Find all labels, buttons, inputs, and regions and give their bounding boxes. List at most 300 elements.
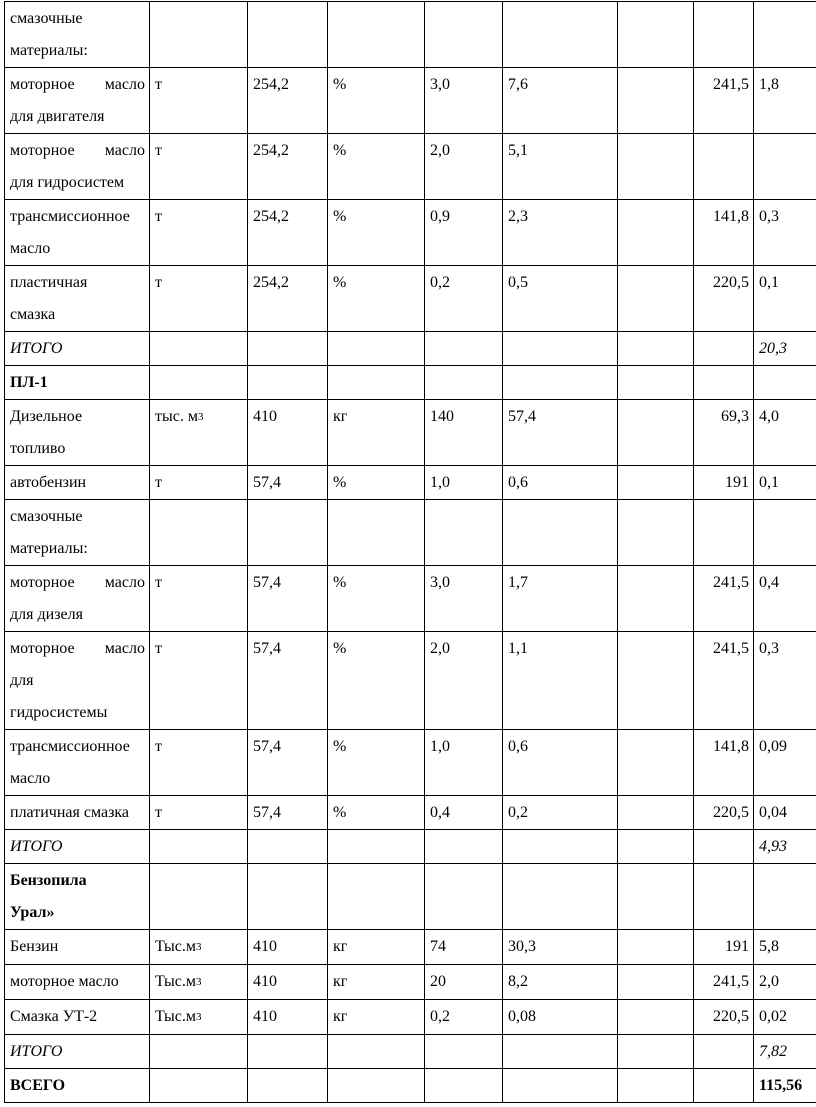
cell-item-name [5,2,150,68]
table-row [5,864,816,930]
cell-unit [150,864,248,930]
cell-price-blank [618,366,694,400]
cell-price-blank [618,400,694,466]
cell-item-name [5,332,150,366]
cell-item-name [5,500,150,566]
table-row [5,500,816,566]
cell-text-line: смазочные [10,10,83,27]
cell-price [694,200,754,266]
cell-norm-unit [328,400,425,466]
cell-unit [150,68,248,134]
cell-norm [425,796,503,830]
cell-amount [503,68,618,134]
table-row [5,332,816,366]
cell-item-name [5,68,150,134]
cell-text: т [155,804,162,821]
cell-price [694,466,754,500]
cell-text: % [333,640,347,657]
cell-unit [150,366,248,400]
cell-text-line: масло [10,240,51,257]
cell-cost [754,200,816,266]
cell-amount [503,796,618,830]
unit-superscript: 3 [197,411,204,423]
cell-cost [754,68,816,134]
cell-cost [754,796,816,830]
cell-amount [503,366,618,400]
cell-text: 220,5 [713,1008,749,1025]
cell-text: платичная смазка [10,804,130,821]
cell-text: 57,4 [253,474,281,491]
cell-text: 0,1 [759,274,779,291]
cell-price-blank [618,466,694,500]
cell-text: 5,8 [759,938,779,955]
cell-quantity [248,864,328,930]
cell-text: 57,4 [253,804,281,821]
cell-text: 220,5 [713,804,749,821]
table-row [5,200,816,266]
cell-item-name [5,1000,150,1035]
cell-cost [754,466,816,500]
cell-price-blank [618,266,694,332]
table-row [5,266,816,332]
cell-price [694,566,754,632]
cell-text: кг [333,938,348,955]
cell-price [694,332,754,366]
cell-norm-unit [328,68,425,134]
cell-unit [150,500,248,566]
cell-text-line: моторное масло [10,640,145,657]
cell-text: Бензин [10,938,59,955]
cell-norm [425,730,503,796]
cell-text: 0,04 [759,804,787,821]
cell-text: 20,3 [759,340,787,357]
cell-text: 57,4 [253,738,281,755]
cell-text: 5,1 [508,142,528,159]
cell-quantity [248,500,328,566]
cell-norm [425,134,503,200]
cell-text: 1,0 [430,738,450,755]
cell-unit [150,400,248,466]
cell-text: 7,82 [759,1043,787,1060]
cell-text-line: смазочные [10,508,83,525]
cell-text: ИТОГО [10,1043,63,1060]
cell-item-name [5,930,150,965]
cell-item-name [5,1035,150,1069]
cell-text-line: для гидросистем [10,174,125,191]
cell-item-name [5,266,150,332]
cell-norm-unit [328,2,425,68]
cell-norm-unit [328,796,425,830]
cell-text-line: трансмиссионное [10,738,130,755]
cell-text: ПЛ-1 [10,374,48,391]
cell-norm-unit [328,134,425,200]
cell-price-blank [618,965,694,1000]
cell-text: 254,2 [253,274,289,291]
cell-amount [503,500,618,566]
cell-price [694,366,754,400]
cell-price [694,68,754,134]
cell-item-name [5,466,150,500]
cell-text: 254,2 [253,142,289,159]
cell-text: % [333,738,347,755]
cell-text: 0,4 [759,574,779,591]
cell-price-blank [618,1069,694,1103]
cell-text: кг [333,973,348,990]
cell-unit [150,332,248,366]
cell-quantity [248,566,328,632]
cell-text: Тыс.м [155,973,196,990]
cell-norm [425,500,503,566]
cell-norm-unit [328,366,425,400]
table-row [5,930,816,965]
cell-price-blank [618,68,694,134]
cell-text: 410 [253,938,277,955]
cell-text: 410 [253,408,277,425]
cell-unit [150,2,248,68]
cell-text-line: масло [10,770,51,787]
cell-price-blank [618,930,694,965]
cell-cost [754,830,816,864]
cell-amount [503,466,618,500]
cell-norm-unit [328,632,425,730]
cell-amount [503,965,618,1000]
cell-norm [425,632,503,730]
cell-text: 0,6 [508,474,528,491]
cell-text: 57,4 [508,408,536,425]
cell-quantity [248,134,328,200]
cell-item-name [5,632,150,730]
cell-item-name [5,366,150,400]
cell-quantity [248,730,328,796]
cell-norm [425,332,503,366]
unit-superscript: 3 [195,941,202,953]
table-row [5,632,816,730]
cell-amount [503,332,618,366]
cell-price-blank [618,1035,694,1069]
cell-price-blank [618,200,694,266]
cell-cost [754,930,816,965]
cell-text: 241,5 [713,76,749,93]
cell-price [694,1069,754,1103]
cell-quantity [248,366,328,400]
cell-norm [425,266,503,332]
cell-quantity [248,930,328,965]
cell-price [694,400,754,466]
cell-cost [754,266,816,332]
cell-price-blank [618,566,694,632]
table-body [5,2,816,1103]
cell-norm-unit [328,266,425,332]
cell-amount [503,566,618,632]
cell-text: ВСЕГО [10,1077,66,1094]
cell-norm [425,566,503,632]
cell-text: 3,0 [430,76,450,93]
cell-amount [503,2,618,68]
cell-cost [754,1035,816,1069]
cell-price-blank [618,332,694,366]
cell-cost [754,332,816,366]
cell-text-line: смазка [10,306,56,323]
cell-unit [150,466,248,500]
cell-quantity [248,266,328,332]
cell-norm-unit [328,730,425,796]
cell-unit [150,566,248,632]
cell-cost [754,730,816,796]
cell-text: 0,2 [430,274,450,291]
cell-text: 4,0 [759,408,779,425]
cell-norm-unit [328,965,425,1000]
cell-unit [150,1000,248,1035]
cell-item-name [5,566,150,632]
cell-cost [754,2,816,68]
cell-norm [425,68,503,134]
cell-cost [754,864,816,930]
cell-amount [503,400,618,466]
table-row [5,796,816,830]
cell-text-line: для двигателя [10,108,105,125]
cell-price [694,134,754,200]
cell-norm [425,1035,503,1069]
cell-text: % [333,274,347,291]
cell-text: 7,6 [508,76,528,93]
cell-text: 141,8 [713,738,749,755]
cell-price [694,965,754,1000]
cell-quantity [248,400,328,466]
cell-quantity [248,1000,328,1035]
cell-text-line: гидросистемы [10,704,108,721]
cell-text-line: для [10,672,34,689]
cell-text: % [333,574,347,591]
cell-text: 254,2 [253,76,289,93]
table-row [5,566,816,632]
cell-text: 241,5 [713,574,749,591]
cell-unit [150,1035,248,1069]
cell-text: 0,4 [430,804,450,821]
cell-text: 241,5 [713,640,749,657]
cell-norm-unit [328,566,425,632]
cell-text: % [333,76,347,93]
table-row [5,1069,816,1103]
cell-price-blank [618,796,694,830]
cell-quantity [248,2,328,68]
cell-text: 1,0 [430,474,450,491]
cell-amount [503,730,618,796]
cell-text: 69,3 [721,408,749,425]
cell-text: Тыс.м [155,938,196,955]
cell-cost [754,500,816,566]
cell-unit [150,200,248,266]
cell-price [694,730,754,796]
cell-text: кг [333,408,348,425]
cell-norm-unit [328,1069,425,1103]
cell-text-line: материалы: [10,42,88,59]
cell-price-blank [618,500,694,566]
table-row [5,965,816,1000]
cell-norm-unit [328,864,425,930]
cell-text: т [155,142,162,159]
cell-cost [754,366,816,400]
cell-cost [754,400,816,466]
cell-text: моторное масло [10,973,119,990]
cell-text: т [155,76,162,93]
cell-text: 1,1 [508,640,528,657]
cell-item-name [5,796,150,830]
cell-norm [425,965,503,1000]
cell-text: 115,56 [759,1077,803,1094]
table-row [5,1035,816,1069]
cell-text-line: моторное масло [10,574,145,591]
cell-text: 0,3 [759,208,779,225]
cell-item-name [5,730,150,796]
cell-norm-unit [328,1035,425,1069]
cell-cost [754,566,816,632]
cell-norm [425,366,503,400]
cell-text: кг [333,1008,348,1025]
cell-price-blank [618,730,694,796]
cell-text: т [155,738,162,755]
cell-amount [503,1035,618,1069]
cell-text: 8,2 [508,973,528,990]
table-row [5,466,816,500]
cell-norm-unit [328,830,425,864]
cell-item-name [5,1069,150,1103]
cell-quantity [248,632,328,730]
cell-text: 1,8 [759,76,779,93]
unit-superscript: 3 [195,1011,202,1023]
cell-text: 191 [725,938,749,955]
cell-text: % [333,474,347,491]
cell-price [694,266,754,332]
cell-norm-unit [328,500,425,566]
cell-unit [150,930,248,965]
cell-cost [754,134,816,200]
cell-cost [754,632,816,730]
cell-unit [150,1069,248,1103]
cell-price [694,2,754,68]
cell-price [694,864,754,930]
cell-cost [754,965,816,1000]
table-row [5,366,816,400]
cell-text: 20 [430,973,446,990]
cell-item-name [5,200,150,266]
cell-unit [150,134,248,200]
cell-quantity [248,830,328,864]
cell-price [694,796,754,830]
table-row [5,134,816,200]
cell-quantity [248,466,328,500]
cell-price-blank [618,632,694,730]
cell-quantity [248,200,328,266]
cell-text: 0,2 [508,804,528,821]
cell-item-name [5,830,150,864]
cell-quantity [248,1069,328,1103]
cell-unit [150,965,248,1000]
cell-price [694,632,754,730]
cell-text: Тыс.м [155,1008,196,1025]
cell-price-blank [618,830,694,864]
cell-text: 74 [430,938,446,955]
cell-price-blank [618,134,694,200]
cell-text: ИТОГО [10,340,63,357]
cell-price [694,930,754,965]
cell-text-line: Бензопила [10,872,87,889]
cell-norm [425,864,503,930]
cell-text: % [333,142,347,159]
cell-amount [503,1000,618,1035]
cell-text: т [155,208,162,225]
cell-text: т [155,474,162,491]
cell-norm [425,930,503,965]
cell-item-name [5,965,150,1000]
cell-price [694,1035,754,1069]
cell-text: 0,3 [759,640,779,657]
cell-item-name [5,134,150,200]
cell-text: 2,0 [759,973,779,990]
cell-norm [425,200,503,266]
cell-price [694,830,754,864]
table-row [5,2,816,68]
cell-item-name [5,864,150,930]
cell-text: 241,5 [713,973,749,990]
cell-text: т [155,640,162,657]
table-row [5,730,816,796]
cell-price [694,500,754,566]
cell-text: 2,3 [508,208,528,225]
table-row [5,1000,816,1035]
cell-text: 2,0 [430,142,450,159]
cell-unit [150,830,248,864]
cell-quantity [248,796,328,830]
cell-amount [503,930,618,965]
cell-quantity [248,1035,328,1069]
cell-text: 0,09 [759,738,787,755]
cell-text: 140 [430,408,454,425]
cell-text: 0,1 [759,474,779,491]
cell-text-line: трансмиссионное [10,208,130,225]
cell-amount [503,1069,618,1103]
cell-text: % [333,804,347,821]
cell-text-line: для дизеля [10,606,83,623]
cell-norm-unit [328,332,425,366]
cell-norm-unit [328,930,425,965]
cell-text: ИТОГО [10,838,63,855]
cell-text: т [155,574,162,591]
cell-norm-unit [328,1000,425,1035]
cell-text: 0,2 [430,1008,450,1025]
table-row [5,830,816,864]
cell-text: 141,8 [713,208,749,225]
cell-cost [754,1069,816,1103]
cell-text-line: материалы: [10,540,88,557]
cell-text: Смазка УТ-2 [10,1008,98,1025]
cell-text: 191 [725,474,749,491]
cell-norm-unit [328,200,425,266]
cell-text: 0,02 [759,1008,787,1025]
cell-text: 220,5 [713,274,749,291]
table-row [5,68,816,134]
cell-text: 2,0 [430,640,450,657]
cell-text-line: топливо [10,440,66,457]
cell-norm [425,1000,503,1035]
cell-quantity [248,965,328,1000]
cell-amount [503,266,618,332]
cell-amount [503,830,618,864]
cell-text: 57,4 [253,640,281,657]
cell-unit [150,632,248,730]
cell-text: 4,93 [759,838,787,855]
cell-quantity [248,68,328,134]
cell-price-blank [618,864,694,930]
